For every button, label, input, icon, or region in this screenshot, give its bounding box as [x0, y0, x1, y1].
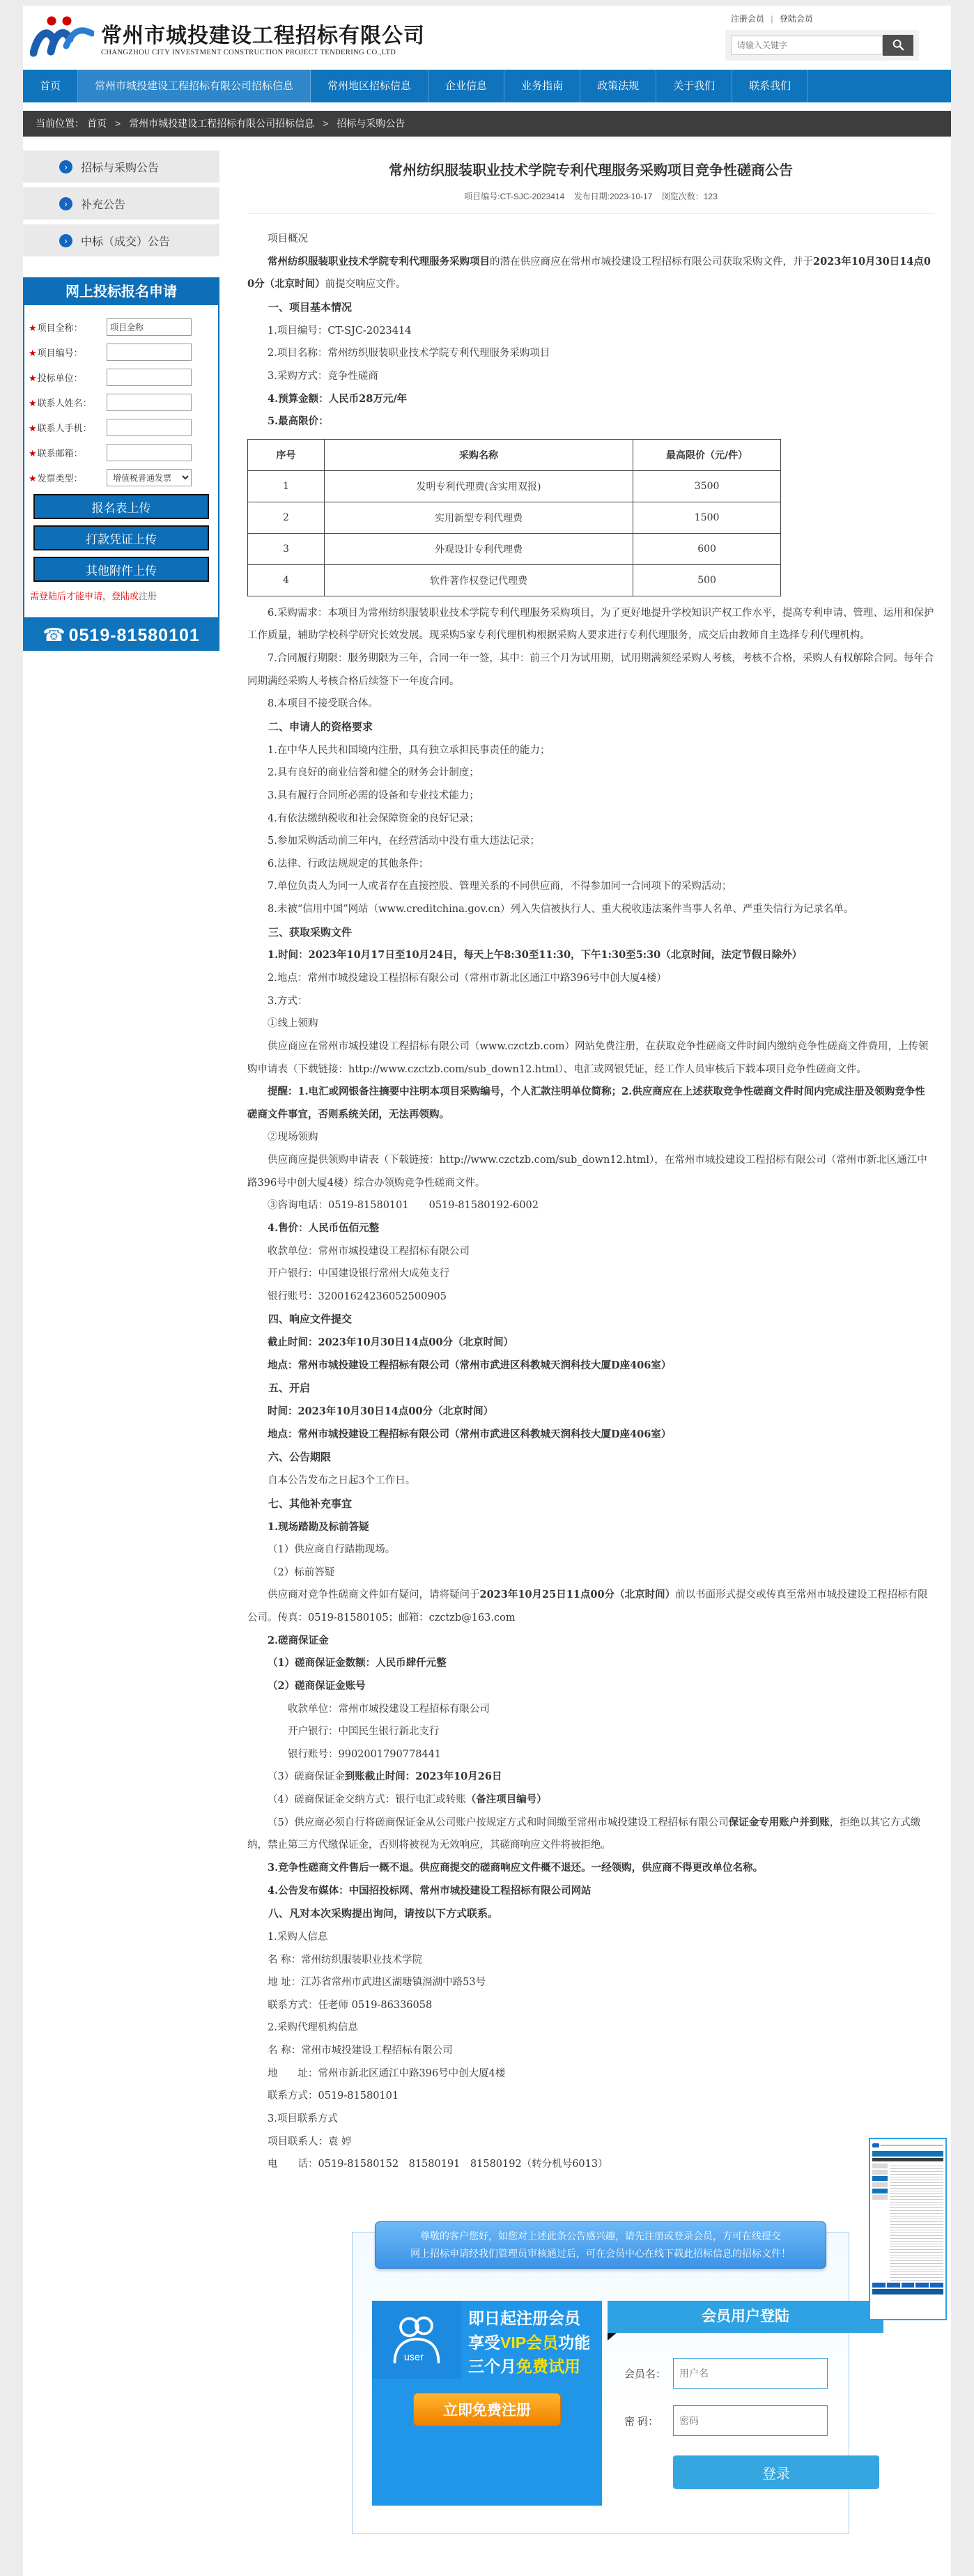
- paragraph: 供应商对竞争性磋商文件如有疑问，请将疑问于2023年10月25日11点00分（北京时间）前以书面形式提交或传真至常州市城投建设工程招标有限公司。传真：0519-81580105；邮箱：czctzb@163.com: [247, 1589, 928, 1624]
- paragraph: 2.采购代理机构信息: [268, 2022, 358, 2034]
- paragraph: 7.合同履行期限：服务期限为三年，合同一年一签，其中：前三个月为试用期，试用期满须经采购人考核，考核不合格，采购人有权解除合同。每年合同期满经采购人考核合格后续签下一年度合同。: [247, 653, 934, 687]
- table-row: [248, 502, 781, 533]
- table-cell: 软件著作权登记代理费: [324, 564, 633, 596]
- paragraph: 8.未被“信用中国”网站（www.creditchina.gov.cn）列入失信被执行人、重大税收违法案件当事人名单、严重失信行为记录名单。: [268, 904, 854, 915]
- table-header-cell: 最高限价（元/件）: [633, 439, 781, 470]
- note-register-link[interactable]: 注册: [139, 591, 157, 601]
- nav-item-1[interactable]: 常州市城投建设工程招标有限公司招标信息: [78, 70, 311, 102]
- search-icon: [892, 38, 904, 53]
- sidebar-menu: [23, 151, 219, 256]
- search-bar: [725, 30, 919, 61]
- table-cell: 1500: [633, 502, 781, 533]
- tooltip-line2: 网上招标申请经我们管理员审核通过后，可在会员中心在线下载此招标信息的招标文件！: [410, 2247, 791, 2259]
- required-star-icon: ★: [29, 473, 37, 484]
- apply-input-0[interactable]: [107, 318, 192, 336]
- nav-item-4[interactable]: 业务指南: [504, 70, 580, 102]
- table-row: [248, 470, 781, 502]
- nav-item-7[interactable]: 联系我们: [732, 70, 808, 102]
- vip-line1: 即日起注册会员: [468, 2309, 580, 2328]
- paragraph: 收款单位：常州市城投建设工程招标有限公司: [268, 1245, 470, 1257]
- member-login-card: [608, 2301, 883, 2506]
- search-button[interactable]: [883, 35, 913, 56]
- project-number: 项目编号:CT-SJC-2023414: [464, 192, 565, 201]
- paragraph: 地点：常州市城投建设工程招标有限公司（常州市武进区科教城天润科技大厦D座406室）: [268, 1428, 672, 1440]
- paragraph: 4.售价：人民币伍佰元整: [268, 1221, 380, 1234]
- page-preview-thumbnail[interactable]: [869, 2138, 947, 2320]
- apply-field-label: ★联系邮箱：: [29, 448, 83, 458]
- paragraph: 联系方式：任老师 0519-86336058: [268, 1999, 433, 2011]
- apply-field-row: [29, 369, 214, 386]
- vip-promo-card: [372, 2301, 602, 2506]
- paragraph: 开户银行：中国建设银行常州大成苑支行: [268, 1268, 449, 1280]
- preview-nav: [872, 2151, 943, 2157]
- vip-promo-text: [461, 2301, 593, 2379]
- login-card-title: 会员用户登陆: [608, 2301, 883, 2333]
- member-links: [725, 13, 919, 24]
- svg-text:user: user: [403, 2352, 424, 2363]
- contact-phone: 0519-81580101: [68, 626, 200, 645]
- table-cell: 实用新型专利代理费: [324, 502, 633, 533]
- vip-line2b: VIP会员: [500, 2333, 559, 2352]
- breadcrumb-item-2[interactable]: 招标与采购公告: [337, 118, 405, 129]
- company-name-en: CHANGZHOU CITY INVESTMENT CONSTRUCTION PROJECT TENDERING CO.,LTD: [101, 49, 396, 56]
- site-header: [23, 6, 951, 70]
- section-heading: 三、获取采购文件: [268, 925, 353, 939]
- paragraph: 常州纺织服装职业技术学院专利代理服务采购项目的潜在供应商应在常州市城投建设工程招标有限公司获取采购文件，并于2023年10月30日14点00分（北京时间）前提交响应文件。: [247, 255, 931, 291]
- username-label: 会员名：: [624, 2368, 667, 2380]
- paragraph: 电 话：0519-81580152 81580191 81580192（转分机号6013）: [268, 2159, 608, 2170]
- section-heading: 六、公告期限: [268, 1451, 332, 1464]
- table-cell: 1: [248, 470, 325, 502]
- breadcrumb: [23, 111, 951, 137]
- online-bid-apply-box: [23, 277, 219, 619]
- paragraph: 3.竞争性磋商文件售后一概不退。供应商提交的磋商响应文件概不退还。一经领购，供应商不得更改单位名称。: [268, 1861, 764, 1874]
- sidebar-menu-item-2[interactable]: [23, 224, 219, 256]
- paragraph: 2.项目名称：常州纺织服装职业技术学院专利代理服务采购项目: [268, 348, 550, 360]
- nav-item-2[interactable]: 常州地区招标信息: [311, 70, 428, 102]
- vip-line2a: 享受: [468, 2333, 500, 2352]
- paragraph: （4）磋商保证金交纳方式：银行电汇或转账（备注项目编号）: [268, 1794, 547, 1805]
- paragraph: 3.采购方式：竞争性磋商: [268, 370, 378, 382]
- paragraph: 供应商应在常州市城投建设工程招标有限公司（www.czctzb.com）网站免费注册，在获取竞争性磋商文件时间内缴纳竞争性磋商文件费用，上传领购申请表（下载链接：http://www.czctzb.com/sub_down12.html）、电汇或网银凭证，经工作人员审核后下载本项目竞争性磋商文件。: [247, 1040, 929, 1075]
- paragraph: 提醒：1.电汇或网银备注摘要中注明本项目采购编号，个人汇款注明单位简称；2.供应商应在上述获取竞争性磋商文件时间内完成注册及领购竞争性磋商文件事宜，否则系统关闭，无法再领购。: [247, 1086, 925, 1120]
- phone-icon: ☎: [42, 624, 66, 645]
- section-heading: 二、申请人的资格要求: [268, 720, 373, 733]
- paragraph: 6.采购需求：本项目为常州纺织服装职业技术学院专利代理服务采购项目，为了更好地提升学校知识产权工作水平，提高专利申请、管理、运用和保护工作质量，辅助学校科学研究长效发展。现采购5家专利代理机构根据采购人要求进行专利代理服务，成交后由教师自主选择专利代理机构。: [247, 607, 934, 642]
- login-required-note: [30, 589, 212, 602]
- apply-input-1[interactable]: [107, 344, 192, 361]
- sidebar-menu-item-0[interactable]: [23, 151, 219, 183]
- main-nav: [23, 70, 951, 102]
- nav-item-5[interactable]: 政策法规: [580, 70, 656, 102]
- promo-cards: [372, 2301, 829, 2506]
- upload-button-1[interactable]: 打款凭证上传: [33, 525, 209, 550]
- breadcrumb-separator: >: [323, 118, 329, 129]
- table-header-cell: 采购名称: [324, 439, 633, 470]
- max-price-table: [247, 439, 781, 596]
- preview-breadcrumb: [872, 2158, 943, 2161]
- paragraph: 1.现场踏勘及标前答疑: [268, 1520, 369, 1533]
- section-heading: 四、响应文件提交: [268, 1313, 353, 1326]
- paragraph: 2.具有良好的商业信誉和健全的财务会计制度；: [268, 767, 479, 779]
- sidebar-menu-label: 招标与采购公告: [81, 162, 160, 174]
- paragraph: 截止时间：2023年10月30日14点00分（北京时间）: [268, 1336, 514, 1349]
- sidebar-menu-item-1[interactable]: [23, 187, 219, 219]
- paragraph: 5.最高限价：: [268, 415, 329, 428]
- logo-icon: [30, 14, 94, 61]
- paragraph: 名 称：常州纺织服装职业技术学院: [268, 1954, 423, 1966]
- paragraph: 2.地点：常州市城投建设工程招标有限公司（常州市新北区通江中路396号中创大厦4楼）: [268, 973, 667, 984]
- table-cell: 4: [248, 564, 325, 596]
- password-input[interactable]: [673, 2405, 828, 2436]
- paragraph: ③咨询电话：0519-81580101 0519-81580192-6002: [268, 1200, 539, 1212]
- page: [23, 6, 951, 2576]
- apply-box-title: 网上投标报名申请: [24, 279, 218, 305]
- apply-field-row: [29, 469, 214, 486]
- required-star-icon: ★: [29, 373, 37, 383]
- vip-line3b: 免费试用: [516, 2357, 580, 2376]
- view-count: 浏览次数：123: [661, 192, 718, 201]
- tooltip-line1: 尊敬的客户您好，如您对上述此条公告感兴趣，请先注册或登录会员，方可在线提交: [420, 2230, 781, 2242]
- contact-phone-bar: [23, 619, 219, 651]
- paragraph: （1）磋商保证金数额：人民币肆仟元整: [268, 1657, 447, 1669]
- apply-field-row: [29, 394, 214, 411]
- paragraph: 1.在中华人民共和国境内注册，具有独立承担民事责任的能力；: [268, 744, 550, 756]
- invoice-type-select[interactable]: [107, 469, 192, 486]
- table-row: [248, 564, 781, 596]
- paragraph: （1）供应商自行踏勘现场。: [268, 1544, 396, 1556]
- paragraph: 名 称：常州市城投建设工程招标有限公司: [268, 2045, 453, 2056]
- table-header-cell: 序号: [248, 439, 325, 470]
- breadcrumb-item-1[interactable]: 常州市城投建设工程招标有限公司招标信息: [129, 118, 315, 129]
- page-title: 常州纺织服装职业技术学院专利代理服务采购项目竞争性磋商公告: [389, 163, 793, 178]
- paragraph: 项目概况: [268, 233, 308, 245]
- login-form: [608, 2333, 883, 2489]
- preview-footer-bar: [872, 2289, 943, 2295]
- upload-button-0[interactable]: 报名表上传: [33, 494, 209, 519]
- paragraph: 3.方式：: [268, 995, 308, 1007]
- apply-input-3[interactable]: [107, 394, 192, 411]
- paragraph: （2）标前答疑: [268, 1566, 335, 1578]
- required-star-icon: ★: [29, 398, 37, 408]
- vip-promo-top: [372, 2301, 602, 2379]
- paragraph: 1.项目编号：CT-SJC-2023414: [268, 325, 412, 337]
- table-cell: 600: [633, 533, 781, 564]
- sidebar-menu-label: 补充公告: [81, 199, 126, 211]
- apply-input-4[interactable]: [107, 419, 192, 436]
- announcement-article: [219, 151, 934, 2534]
- sidebar-menu-label: 中标（成交）公告: [81, 236, 171, 248]
- paragraph: ①线上领购: [268, 1018, 318, 1030]
- login-link[interactable]: 登陆会员: [779, 14, 813, 24]
- paragraph: 时间：2023年10月30日14点00分（北京时间）: [268, 1405, 494, 1418]
- table-row: [248, 533, 781, 564]
- apply-field-label: ★项目全称：: [29, 323, 83, 333]
- breadcrumb-prefix: 当前位置：: [36, 118, 84, 129]
- apply-field-label: ★联系人姓名：: [29, 398, 92, 408]
- apply-field-label: ★发票类型：: [29, 473, 83, 484]
- paragraph: （3）磋商保证金到账截止时间：2023年10月26日: [268, 1771, 502, 1783]
- paragraph: 银行账号：32001624236052500905: [268, 1290, 447, 1302]
- preview-logo: [872, 2143, 879, 2147]
- required-star-icon: ★: [29, 448, 37, 458]
- required-star-icon: ★: [29, 323, 37, 333]
- paragraph: 4.公告发布媒体：中国招投标网、常州市城投建设工程招标有限公司网站: [268, 1884, 592, 1897]
- paragraph: 8.本项目不接受联合体。: [268, 698, 378, 710]
- vip-line3a: 三个月: [468, 2357, 516, 2376]
- apply-form: [24, 305, 218, 617]
- table-cell: 3: [248, 533, 325, 564]
- member-tooltip: [375, 2221, 826, 2269]
- paragraph: ②现场领购: [268, 1132, 318, 1143]
- paragraph: 7.单位负责人为同一人或者存在直接控股、管理关系的不同供应商，不得参加同一合同项下的采购活动；: [268, 881, 732, 893]
- nav-item-3[interactable]: 企业信息: [428, 70, 504, 102]
- paragraph: 地 址：常州市新北区通江中路396号中创大厦4楼: [268, 2067, 506, 2079]
- section-heading: 一、项目基本情况: [268, 300, 353, 314]
- nav-item-6[interactable]: 关于我们: [656, 70, 732, 102]
- paragraph: 6.法律、行政法规规定的其他条件；: [268, 858, 429, 870]
- register-link[interactable]: 注册会员: [731, 14, 765, 24]
- paragraph: （2）磋商保证金账号: [268, 1679, 366, 1692]
- paragraph: 4.有依法缴纳税收和社会保障资金的良好记录；: [268, 812, 479, 824]
- paragraph: 2.磋商保证金: [268, 1634, 329, 1646]
- apply-field-label: ★项目编号：: [29, 348, 83, 358]
- apply-field-row: [29, 444, 214, 461]
- apply-input-2[interactable]: [107, 369, 192, 386]
- apply-field-label: ★联系人手机：: [29, 423, 92, 433]
- paragraph: 4.预算金额：人民币28万元/年: [268, 392, 408, 405]
- paragraph: （5）供应商必须自行将磋商保证金从公司账户按规定方式和时间缴至常州市城投建设工程招标有限公司保证金专用账户并到账，拒绝以其它方式缴纳，禁止第三方代缴保证金，否则将被视为无效响应，其磋商响应文件将被拒绝。: [247, 1816, 921, 1851]
- chevron-right-icon: ›: [59, 160, 72, 173]
- chevron-right-icon: ›: [59, 234, 72, 247]
- apply-input-5[interactable]: [107, 444, 192, 461]
- paragraph: 3.项目联系方式: [268, 2113, 338, 2124]
- company-name: 常州市城投建设工程招标有限公司: [101, 24, 425, 47]
- login-button[interactable]: 登录: [673, 2455, 879, 2489]
- paragraph: 1.采购人信息: [268, 1931, 328, 1943]
- search-input[interactable]: [731, 36, 883, 55]
- paragraph: 地点：常州市城投建设工程招标有限公司（常州市武进区科教城天润科技大厦D座406室）: [268, 1359, 672, 1371]
- paragraph: 开户银行：中国民生银行新北支行: [288, 1726, 440, 1738]
- table-cell: 500: [633, 564, 781, 596]
- apply-field-row: [29, 419, 214, 436]
- table-cell: 外观设计专利代理费: [324, 533, 633, 564]
- username-input[interactable]: [673, 2358, 828, 2389]
- logo-text: [101, 18, 425, 56]
- apply-field-row: [29, 318, 214, 336]
- content-layout: [23, 137, 951, 2534]
- apply-field-label: ★投标单位：: [29, 373, 83, 383]
- paragraph: 联系方式：0519-81580101: [268, 2090, 399, 2102]
- note-red-text: 需登陆后才能申请，登陆或: [30, 591, 139, 601]
- nav-item-0[interactable]: 首页: [23, 70, 78, 102]
- header-right: [725, 13, 919, 61]
- paragraph: 供应商应提供领购申请表（下载链接：http://www.czctzb.com/sub_down12.html），在常州市城投建设工程招标有限公司（常州市新北区通江中路396号中创大厦4楼）综合办领购竞争性磋商文件。: [247, 1155, 927, 1189]
- paragraph: 自本公告发布之日起3个工作日。: [268, 1475, 416, 1487]
- breadcrumb-item-0[interactable]: 首页: [87, 118, 107, 129]
- required-star-icon: ★: [29, 423, 37, 433]
- section-heading: 八、凡对本次采购提出询问，请按以下方式联系。: [268, 1907, 499, 1920]
- table-cell: 发明专利代理费(含实用双报): [324, 470, 633, 502]
- upload-button-2[interactable]: 其他附件上传: [33, 557, 209, 582]
- paragraph: 地 址：江苏省常州市武进区湖塘镇滆湖中路53号: [268, 1977, 486, 1989]
- paragraph: 收款单位：常州市城投建设工程招标有限公司: [288, 1703, 490, 1715]
- paragraph: 项目联系人：袁 婷: [268, 2136, 352, 2147]
- preview-sidebar: [872, 2164, 888, 2281]
- member-promo-box: [352, 2232, 849, 2534]
- table-cell: 3500: [633, 470, 781, 502]
- chevron-right-icon: ›: [59, 197, 72, 210]
- password-label: 密 码：: [624, 2415, 659, 2428]
- preview-footer-buttons: [872, 2283, 943, 2288]
- required-star-icon: ★: [29, 348, 37, 358]
- article-body: [247, 228, 934, 2176]
- paragraph: 5.参加采购活动前三年内，在经营活动中没有重大违法记录；: [268, 835, 540, 847]
- section-heading: 五、开启: [268, 1382, 311, 1395]
- apply-field-row: [29, 344, 214, 361]
- vip-line2c: 功能: [558, 2333, 591, 2352]
- paragraph: 1.时间：2023年10月17日至10月24日，每天上午8:30至11:30，下午1:30至5:30（北京时间，法定节假日除外）: [268, 949, 803, 962]
- sidebar: [23, 151, 219, 2534]
- free-register-button[interactable]: 立即免费注册: [413, 2393, 561, 2426]
- preview-text-lines: [890, 2164, 943, 2281]
- user-icon: [372, 2301, 461, 2379]
- paragraph: 3.具有履行合同所必需的设备和专业技术能力；: [268, 789, 479, 801]
- link-separator: |: [771, 14, 773, 24]
- section-heading: 七、其他补充事宜: [268, 1497, 353, 1510]
- paragraph: 银行账号：9902001790778441: [288, 1748, 442, 1760]
- table-cell: 2: [248, 502, 325, 533]
- publish-date: 发布日期:2023-10-17: [573, 192, 653, 201]
- breadcrumb-separator: >: [115, 118, 121, 129]
- article-meta: [247, 190, 934, 214]
